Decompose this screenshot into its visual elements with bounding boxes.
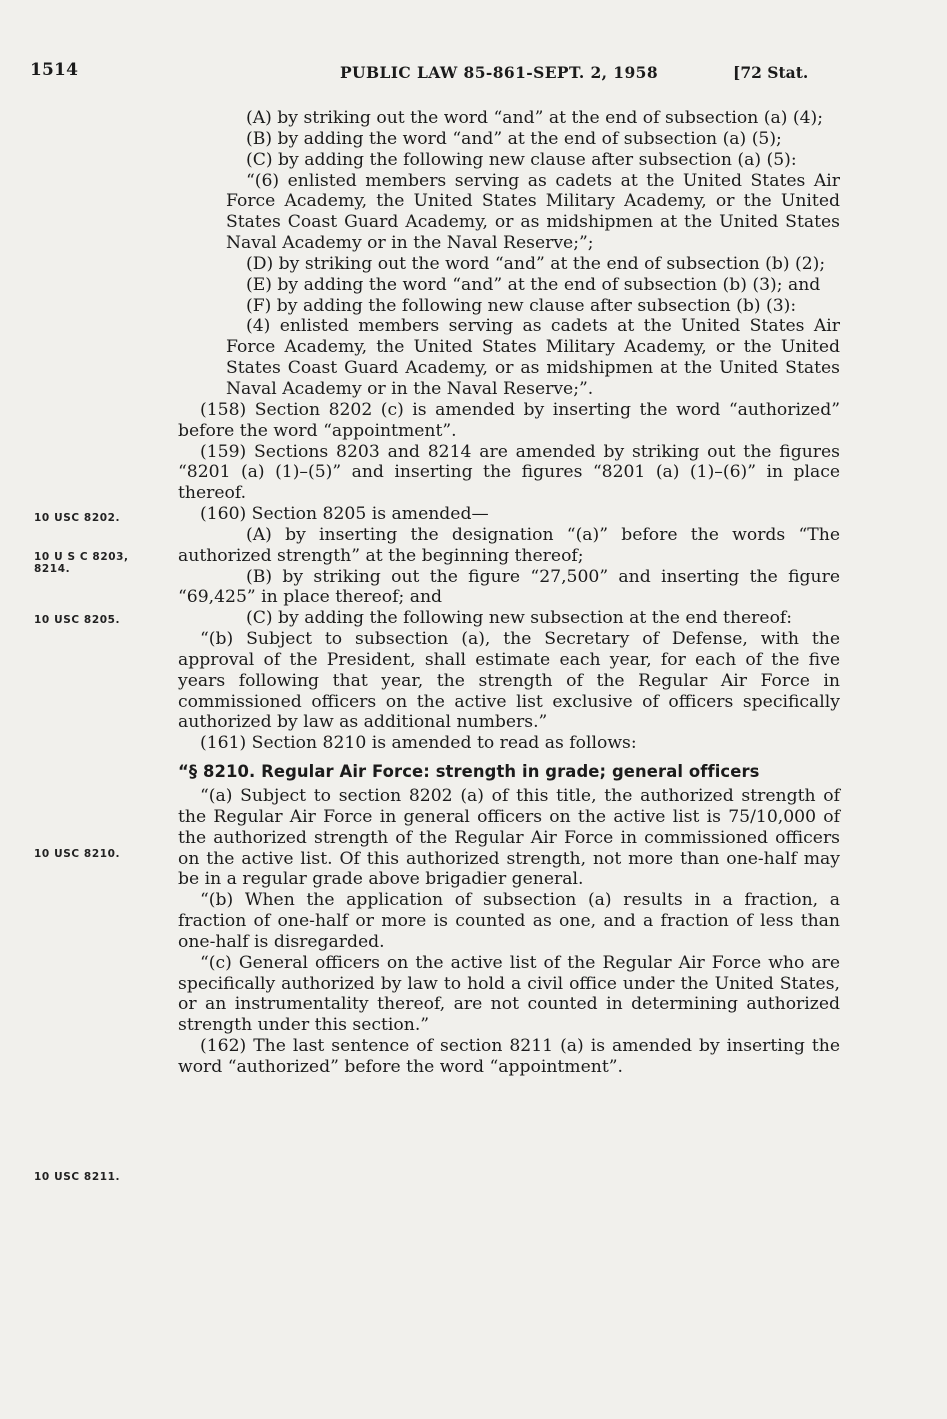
- paragraph-159: (159) Sections 8203 and 8214 are amended by striking out the figures “8201 (a) (1)–(5)” and inserting the figures “8201 (a) (1)–(6)” in place thereof.: [178, 441, 840, 504]
- paragraph-160-a: (A) by inserting the designation “(a)” before the words “The authorized strength” at the beginning thereof;: [178, 524, 840, 566]
- paragraph-160-b: (B) by striking out the figure “27,500” and inserting the figure “69,425” in place thereof; and: [178, 566, 840, 608]
- paragraph-amend-b3: (E) by adding the word “and” at the end of subsection (b) (3); and: [246, 274, 821, 295]
- paragraph-new-clause-a: (C) by adding the following new clause after subsection (a) (5):: [246, 149, 797, 170]
- margin-note-8202: 10 USC 8202.: [34, 512, 121, 524]
- paragraph-8210-c: “(c) General officers on the active list of the Regular Air Force who are specifically authorized by law to hold a civil office under the United States, or an instrumentality thereof, are not counted in determining authorized strength under this section.”: [178, 952, 840, 1036]
- paragraph-subsection-b: “(b) Subject to subsection (a), the Secretary of Defense, with the approval of the President, shall estimate each year, for each of the five years following that year, the strength of the Regular Air Force in commissioned officers on the active list exclusive of officers specifically authorized by law as additional numbers.”: [178, 629, 840, 733]
- page-number: 1514: [30, 60, 79, 80]
- paragraph-160: (160) Section 8205 is amended—: [200, 504, 489, 525]
- paragraph-8210-a: “(a) Subject to section 8202 (a) of this title, the authorized strength of the Regular Air Force in general officers on the active list is 75/10,000 of the authorized strength of the Regular Air Force in commissioned officers on the active list. Of this authorized strength, not more than one-half may be in a regular grade above brigadier general.: [178, 786, 840, 890]
- margin-note-8211: 10 USC 8211.: [34, 1171, 121, 1183]
- running-head: PUBLIC LAW 85-861-SEPT. 2, 1958: [340, 63, 659, 82]
- body-text: [178, 108, 840, 1078]
- paragraph-161: (161) Section 8210 is amended to read as follows:: [200, 733, 637, 754]
- paragraph-158: (158) Section 8202 (c) is amended by inserting the word “authorized” before the word “appointment”.: [178, 399, 840, 441]
- margin-note-8205: 10 USC 8205.: [34, 614, 121, 626]
- paragraph-8210-b: “(b) When the application of subsection (a) results in a fraction, a fraction of one-half or more is counted as one, and a fraction of less than one-half is disregarded.: [178, 890, 840, 952]
- paragraph-162: (162) The last sentence of section 8211 (a) is amended by inserting the word “authorized” before the word “appointment”.: [178, 1036, 840, 1077]
- margin-note-8210: 10 USC 8210.: [34, 848, 121, 860]
- paragraph-amend-a5: (B) by adding the word “and” at the end of subsection (a) (5);: [246, 128, 782, 149]
- paragraph-160-c: (C) by adding the following new subsection at the end thereof:: [246, 608, 793, 629]
- section-heading-8210: “§ 8210. Regular Air Force: strength in grade; general officers: [178, 762, 760, 782]
- paragraph-amend-a4: (A) by striking out the word “and” at the end of subsection (a) (4);: [246, 108, 824, 128]
- paragraph-amend-b2: (D) by striking out the word “and” at the end of subsection (b) (2);: [246, 253, 826, 274]
- statute-reference: [72 Stat.: [733, 63, 809, 82]
- margin-note-8203-8214: 10 U S C 8203, 8214.: [34, 551, 129, 575]
- paragraph-clause-6: “(6) enlisted members serving as cadets at the United States Air Force Academy, the United States Military Academy, or the United States Coast Guard Academy, or as midshipmen at the United States Naval Academy or in the Naval Reserve;”;: [226, 170, 840, 254]
- paragraph-clause-4: (4) enlisted members serving as cadets at the United States Air Force Academy, the United States Military Academy, or the United States Coast Guard Academy, or as midshipmen at the United States Naval Academy or in the Naval Reserve;”.: [226, 316, 840, 399]
- paragraph-new-clause-b: (F) by adding the following new clause after subsection (b) (3):: [246, 295, 797, 316]
